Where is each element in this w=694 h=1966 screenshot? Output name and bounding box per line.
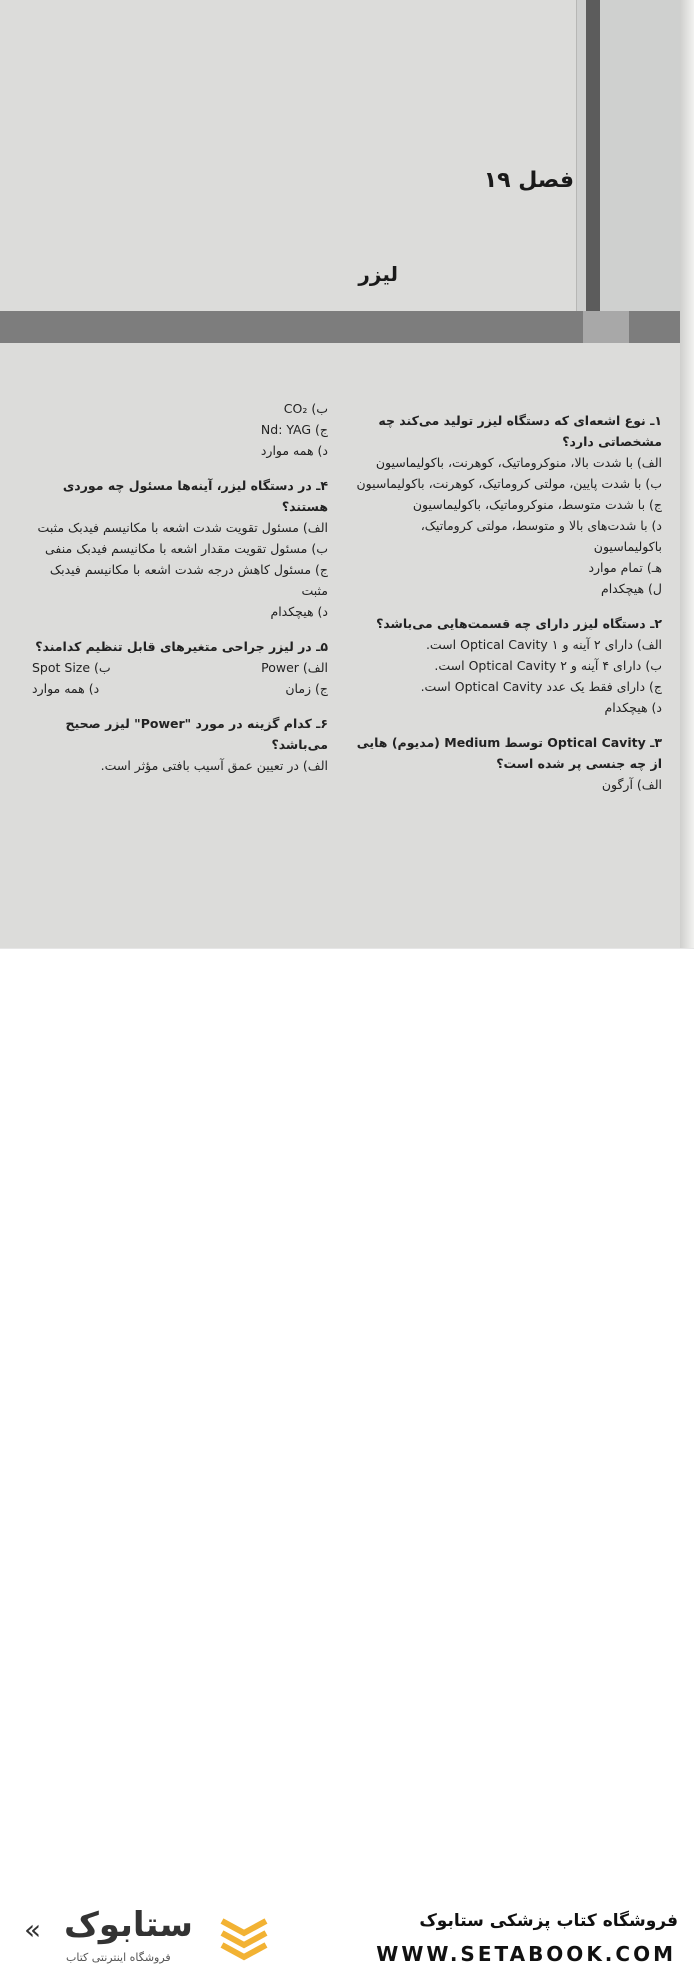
answer-option: ج) با شدت متوسط، منوکروماتیک، باکولیماسیون <box>412 497 662 512</box>
question-text: ۶ـ کدام گزینه در مورد "Power" لیزر صحیح می‌باشد؟ <box>65 716 328 752</box>
spacer <box>32 461 328 475</box>
shop-name: فروشگاه کتاب پزشکی ستابوک <box>419 1911 678 1931</box>
book-page <box>0 0 694 948</box>
answer-option: ل) هیچکدام <box>600 581 662 596</box>
answer-option: ج) دارای فقط یک عدد Optical Cavity است. <box>420 679 662 694</box>
answer-row <box>32 657 328 678</box>
right-column <box>354 410 662 795</box>
answer-option: الف) آرگون <box>601 777 662 792</box>
chapter-subtitle: لیزر <box>358 262 398 286</box>
answer-option: ب) CO₂ <box>283 401 328 416</box>
chevrons-icon: « <box>24 1913 42 1946</box>
answer-option: الف) در تعیین عمق آسیب بافتی مؤثر است. <box>100 758 328 773</box>
footer-banner <box>0 948 694 1966</box>
book-logo-icon <box>216 1907 272 1963</box>
question-text: ۴ـ در دستگاه لیزر، آینه‌ها مسئول چه موردی هستند؟ <box>62 478 328 514</box>
question-text: ۲ـ دستگاه لیزر دارای چه قسمت‌هایی می‌باشد؟ <box>376 616 662 631</box>
answer-option: ب) مسئول تقویت مقدار اشعه با مکانیسم فیدبک منفی <box>45 541 328 556</box>
answer-option: ج) مسئول کاهش درجه شدت اشعه با مکانیسم فیدبک مثبت <box>49 562 328 598</box>
answer-option: ب) دارای ۴ آینه و ۲ Optical Cavity است. <box>434 658 662 673</box>
question-text: ۵ـ در لیزر جراحی متغیرهای قابل تنظیم کدامند؟ <box>35 639 328 654</box>
brand-tagline: فروشگاه اینترنتی کتاب <box>66 1951 171 1964</box>
answer-option: هـ) تمام موارد <box>588 560 662 575</box>
spacer <box>32 699 328 713</box>
answer-option: د) همه موارد <box>260 443 328 458</box>
chapter-title: فصل ۱۹ <box>483 168 574 193</box>
answer-option: الف) Power <box>261 660 328 675</box>
answer-option: الف) دارای ۲ آینه و ۱ Optical Cavity است. <box>425 637 662 652</box>
answer-option: الف) با شدت بالا، منوکروماتیک، کوهرنت، باکولیماسیون <box>375 455 662 470</box>
question-text: ۱ـ نوع اشعه‌ای که دستگاه لیزر تولید می‌کند چه مشخصاتی دارد؟ <box>378 413 662 449</box>
answer-option: د) با شدت‌های بالا و متوسط، مولتی کروماتیک، باکولیماسیون <box>420 518 662 554</box>
answer-option: ب) Spot Size <box>32 660 111 675</box>
answer-option: ج) زمان <box>285 681 328 696</box>
answer-row <box>32 678 328 699</box>
chapter-side-bar <box>586 0 600 312</box>
chapter-band-accent <box>583 311 629 343</box>
answer-option: د) هیچکدام <box>604 700 662 715</box>
answer-option: الف) مسئول تقویت شدت اشعه با مکانیسم فیدبک مثبت <box>37 520 328 535</box>
answer-option: ج) Nd: YAG <box>260 422 328 437</box>
spacer <box>354 599 662 613</box>
answer-option: د) هیچکدام <box>270 604 328 619</box>
question-text: ۳ـ Optical Cavity توسط Medium (مدیوم) هایی از چه جنسی پر شده است؟ <box>356 735 662 771</box>
spacer <box>32 622 328 636</box>
left-column <box>32 398 328 776</box>
answer-option: د) همه موارد <box>32 681 100 696</box>
spacer <box>354 718 662 732</box>
shop-url[interactable]: WWW.SETABOOK.COM <box>376 1942 676 1966</box>
answer-option: ب) با شدت پایین، مولتی کروماتیک، کوهرنت، باکولیماسیون <box>356 476 662 491</box>
brand-name: ستابوک <box>64 1905 193 1945</box>
